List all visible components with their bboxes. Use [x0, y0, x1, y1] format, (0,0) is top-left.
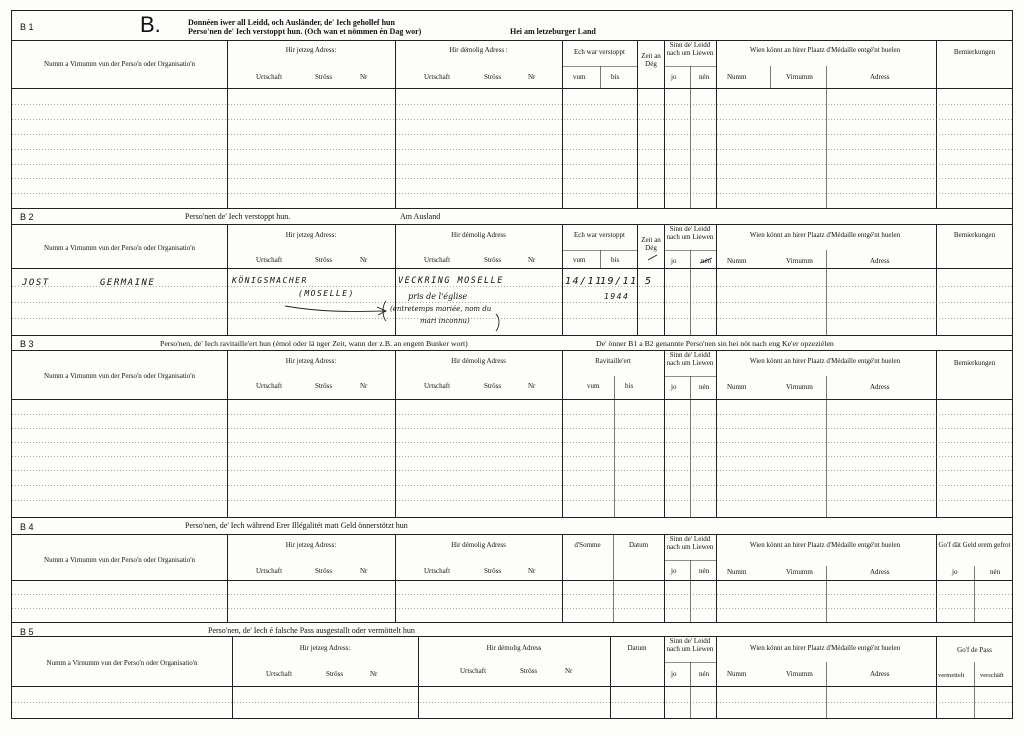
b1-hidden-header: Ech war verstoppt	[574, 48, 625, 56]
b5-medal-header: Wien könnt an hirer Plaatz d'Médaille entgé'nt huelen	[749, 644, 901, 652]
b1-hidden-from: vum	[573, 73, 586, 81]
b2-medal-header: Wien könnt an hirer Plaatz d'Médaille entgé'nt huelen	[749, 231, 901, 239]
b2-name-header: Numm a Virnumm vun der Perso'n oder Organisatio'n	[44, 244, 195, 252]
b2-title: Perso'nen de' Iech verstoppt hun.	[185, 212, 291, 221]
b3-former-street-label: Ströss	[484, 382, 502, 390]
section-b5-label: B 5	[20, 627, 34, 637]
b1-alive-header: Sinn de' Leidd nach um Liewen	[666, 41, 714, 58]
b1-title-line1: Donnéen iwer all Leidd, och Ausländer, de' Iech gehollef hun	[188, 18, 395, 27]
b4-former-street-label: Ströss	[484, 567, 502, 575]
b5-no: nén	[699, 670, 710, 678]
b2-surname: Numm	[727, 257, 747, 265]
b1-nr-label: Nr	[360, 73, 368, 81]
b2-former-address-header: Hir démolig Adress	[451, 231, 506, 239]
entry-note-line1: pris de l'église	[408, 292, 468, 301]
b4-money-no: nén	[990, 568, 1001, 576]
b2-yes: jo	[671, 257, 677, 265]
entry-year: 1944	[604, 292, 630, 301]
b2-days-header: Zeit an Dég	[641, 236, 661, 253]
b3-alive-header: Sinn de' Leidd nach um Liewen	[666, 351, 714, 368]
b4-alive-header: Sinn de' Leidd nach um Liewen	[666, 535, 714, 552]
b1-name-header: Numm a Virnumm vun der Perso'n oder Organisatio'n	[44, 60, 195, 68]
b1-yes: jo	[671, 73, 677, 81]
b4-street-label: Ströss	[315, 567, 333, 575]
b2-remarks: Bemierkungen	[953, 231, 996, 239]
entry-surname: JOST	[22, 278, 50, 288]
b5-former-nr-label: Nr	[565, 667, 573, 675]
b2-town-label: Urtschaft	[256, 256, 283, 264]
entry-days: 5	[645, 276, 653, 287]
b3-former-nr-label: Nr	[528, 382, 536, 390]
b2-former-nr-label: Nr	[528, 256, 536, 264]
b1-former-nr-label: Nr	[528, 73, 536, 81]
b3-street-label: Ströss	[315, 382, 333, 390]
b2-nr-label: Nr	[360, 256, 368, 264]
b3-medal-header: Wien könnt an hirer Plaatz d'Médaille entgé'nt huelen	[749, 357, 901, 365]
b2-address: Adress	[870, 257, 890, 265]
b4-firstname: Virnumm	[786, 568, 813, 576]
b5-current-address-header: Hir jetzeg Adress:	[299, 644, 351, 652]
b4-money-header: Go'f dät Geld erem gefrot	[938, 541, 1011, 549]
b3-yes: jo	[671, 383, 677, 391]
b3-supply-header: Ravitaille'ert	[595, 357, 631, 365]
b4-title: Perso'nen, de' Iech während Erer Illégalitét matt Geld önnerstötzt hun	[185, 521, 408, 530]
b3-no: nén	[699, 383, 710, 391]
b3-name-header: Numm a Virnumm vun der Perso'n oder Organisatio'n	[44, 372, 195, 380]
b4-no: nén	[699, 567, 710, 575]
b5-name-header: Numm a Virnumm vun der Perso'n oder Organisatio'n	[46, 659, 198, 667]
b5-street-label: Ströss	[326, 670, 344, 678]
b5-firstname: Virnumm	[786, 670, 813, 678]
entry-note-line2: (entretemps mariée, nom du	[390, 305, 492, 313]
b4-former-town-label: Urtschaft	[424, 567, 451, 575]
b1-former-town-label: Urtschaft	[424, 73, 451, 81]
b1-town-label: Urtschaft	[256, 73, 283, 81]
entry-former-town: VECKRING MOSELLE	[398, 276, 504, 286]
b5-yes: jo	[671, 670, 677, 678]
entry-note-line3: mari inconnu)	[420, 317, 470, 325]
b1-firstname: Virnumm	[786, 73, 813, 81]
b2-hidden-header: Ech war verstoppt	[574, 231, 625, 239]
section-b3-label: B 3	[20, 339, 34, 349]
entry-hidden-to: 19/11	[600, 276, 638, 287]
b4-town-label: Urtschaft	[256, 567, 283, 575]
b2-no: nén	[701, 257, 712, 265]
b4-former-address-header: Hir démolig Adress	[451, 541, 506, 549]
entry-current-town: KÖNIGSMACHER	[232, 276, 308, 285]
b4-address: Adress	[870, 568, 890, 576]
entry-hidden-from: 14/11	[565, 276, 603, 287]
section-b1-label: B 1	[20, 22, 34, 32]
b4-medal-header: Wien könnt an hirer Plaatz d'Médaille entgé'nt huelen	[749, 541, 901, 549]
b3-former-address-header: Hir démolig Adress	[451, 357, 506, 365]
b2-former-street-label: Ströss	[484, 256, 502, 264]
b5-pass-forged: verschäft	[980, 672, 1004, 679]
b2-hidden-from: vum	[573, 256, 586, 264]
b3-firstname: Virnumm	[786, 383, 813, 391]
b3-town-label: Urtschaft	[256, 382, 283, 390]
section-b-letter: B.	[140, 12, 161, 37]
b1-former-address-header: Hir démolig Adress :	[449, 46, 508, 54]
b2-alive-header: Sinn de' Leidd nach um Liewen	[666, 225, 714, 242]
b5-pass-issued: vermettelt	[938, 672, 965, 679]
b3-current-address-header: Hir jetzeg Adress:	[285, 357, 337, 365]
entry-current-region: (MOSELLE)	[298, 289, 355, 298]
b5-former-town-label: Urtschaft	[460, 667, 487, 675]
b3-supply-from: vum	[587, 382, 600, 390]
b4-sum-header: d'Somme	[574, 541, 601, 549]
b4-date-header: Datum	[628, 541, 649, 549]
b5-former-address-header: Hir démolig Adress	[486, 644, 542, 652]
b5-alive-header: Sinn de' Leidd nach um Liewen	[666, 637, 714, 654]
b2-former-town-label: Urtschaft	[424, 256, 451, 264]
b3-surname: Numm	[727, 383, 747, 391]
b1-medal-header: Wien könnt an hirer Plaatz d'Médaille entgé'nt huelen	[749, 46, 901, 54]
entry-firstname: GERMAINE	[100, 278, 156, 288]
b5-pass-header: Go'f de Pass	[957, 646, 992, 654]
b4-nr-label: Nr	[360, 567, 368, 575]
b1-title-right: Hei am letzeburger Land	[510, 27, 596, 36]
b1-former-street-label: Ströss	[484, 73, 502, 81]
b2-current-address-header: Hir jetzeg Adress:	[285, 231, 337, 239]
b3-supply-to: bis	[625, 382, 634, 390]
b1-remarks: Bemierkungen	[953, 48, 996, 56]
b5-nr-label: Nr	[370, 670, 378, 678]
b1-surname: Numm	[727, 73, 747, 81]
b2-title-right: Am Ausland	[400, 212, 441, 221]
b3-title-right: De' önner B1 a B2 genannte Perso'nen sin hei nöt nach eng Ke'er opzeziélen	[596, 339, 834, 348]
b3-address: Adress	[870, 383, 890, 391]
b3-former-town-label: Urtschaft	[424, 382, 451, 390]
b4-former-nr-label: Nr	[528, 567, 536, 575]
b3-title: Perso'nen, de' Iech ravitaille'ert hun (émol oder lä nger Zeit, wann der z.B. an engem Bunker wort)	[160, 339, 468, 348]
b2-street-label: Ströss	[315, 256, 333, 264]
b5-title: Perso'nen, de' Iech é falsche Pass ausgestallt oder vermöttelt hun	[208, 626, 415, 635]
b4-money-yes: jo	[952, 568, 958, 576]
b3-remarks: Bemierkungen	[953, 359, 996, 367]
b1-days-header: Zeit an Dég	[641, 52, 661, 69]
b1-street-label: Ströss	[315, 73, 333, 81]
b1-no: nén	[699, 73, 710, 81]
b1-hidden-to: bis	[611, 73, 620, 81]
b2-firstname: Virnumm	[786, 257, 813, 265]
b5-former-street-label: Ströss	[520, 667, 538, 675]
b4-name-header: Numm a Virnumm vun der Perso'n oder Organisatio'n	[44, 556, 195, 564]
b1-title-line2: Perso'nen de' Iech verstoppt hun. (Och wan et nömmen én Dag wor)	[188, 27, 422, 36]
b4-surname: Numm	[727, 568, 747, 576]
section-b2-label: B 2	[20, 212, 34, 222]
b3-nr-label: Nr	[360, 382, 368, 390]
b4-yes: jo	[671, 567, 677, 575]
b5-town-label: Urtschaft	[266, 670, 293, 678]
b5-date-header: Datum	[627, 644, 647, 652]
b1-current-address-header: Hir jetzeg Adress:	[285, 46, 337, 54]
b1-address: Adress	[870, 73, 890, 81]
section-b4-label: B 4	[20, 522, 34, 532]
b5-surname: Numm	[727, 670, 747, 678]
b5-address: Adress	[870, 670, 890, 678]
b4-current-address-header: Hir jetzeg Adress:	[285, 541, 337, 549]
b2-hidden-to: bis	[611, 256, 620, 264]
